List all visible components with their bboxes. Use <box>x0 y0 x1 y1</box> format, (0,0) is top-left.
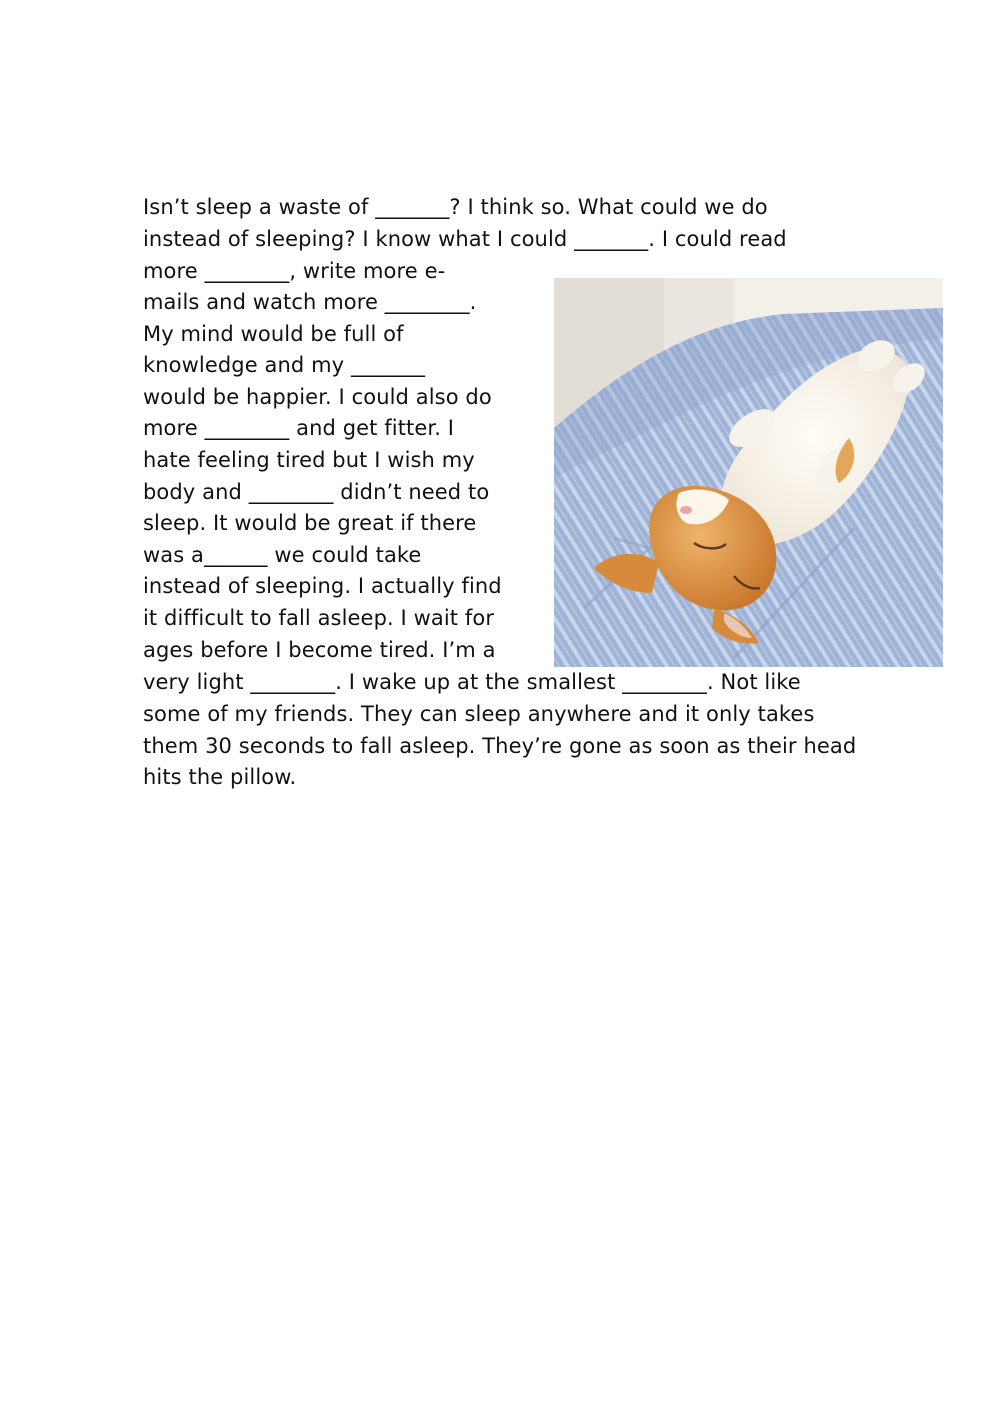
text-line: more ________ and get fitter. I <box>143 416 455 440</box>
text-line: ages before I become tired. I’m a <box>143 638 496 662</box>
text-line: Isn’t sleep a waste of _______? I think so. What could we do <box>143 195 768 219</box>
text-line: mails and watch more ________. <box>143 290 477 314</box>
text-line: My mind would be full of <box>143 322 404 346</box>
text-line: them 30 seconds to fall asleep. They’re gone as soon as their head <box>143 734 857 758</box>
text-line: body and ________ didn’t need to <box>143 480 490 504</box>
text-line: would be happier. I could also do <box>143 385 492 409</box>
text-line: instead of sleeping? I know what I could _______. I could read <box>143 227 787 251</box>
text-line: sleep. It would be great if there <box>143 511 477 535</box>
sleeping-kitten-photo <box>554 278 943 667</box>
text-line: hate feeling tired but I wish my <box>143 448 475 472</box>
text-line: some of my friends. They can sleep anywhere and it only takes <box>143 702 815 726</box>
text-line: it difficult to fall asleep. I wait for <box>143 606 495 630</box>
text-line: hits the pillow. <box>143 765 297 789</box>
text-line: more ________, write more e- <box>143 259 446 283</box>
text-line: very light ________. I wake up at the smallest ________. Not like <box>143 670 801 694</box>
text-line: was a______ we could take <box>143 543 422 567</box>
text-line: instead of sleeping. I actually find <box>143 574 502 598</box>
text-line: knowledge and my _______ <box>143 353 426 377</box>
